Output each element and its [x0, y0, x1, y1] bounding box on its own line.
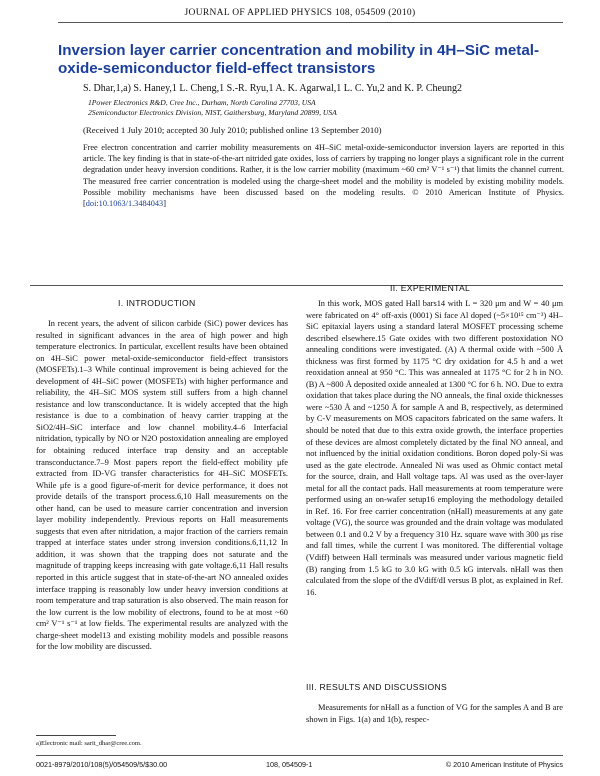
- introduction-column: [36, 318, 288, 653]
- section-heading-results: III. RESULTS AND DISCUSSIONS: [306, 682, 447, 692]
- experimental-column: [306, 298, 563, 598]
- header-rule: [58, 22, 563, 23]
- footnote: a)Electronic mail: sarit_dhar@cree.com.: [36, 740, 142, 747]
- affiliation-2: 2Semiconductor Electronics Division, NIST, Gaithersburg, Maryland 20899, USA: [88, 108, 337, 117]
- footer-page: 108, 054509-1: [266, 760, 313, 769]
- abstract-rule: [30, 285, 563, 286]
- paper-title: Inversion layer carrier concentration and mobility in 4H–SiC metal-oxide-semiconductor field-effect transistors: [58, 42, 540, 77]
- section-heading-experimental: II. EXPERIMENTAL: [390, 283, 471, 293]
- received-dates: (Received 1 July 2010; accepted 30 July 2010; published online 13 September 2010): [83, 125, 382, 135]
- section-heading-introduction: I. INTRODUCTION: [118, 298, 196, 308]
- abstract-text: Free electron concentration and carrier mobility measurements on 4H–SiC metal-oxide-semiconductor inversion layers are reported in this article. The key finding is that in state-of-the-art nitrided gate oxides, loss of carriers by trapping no longer plays a significant role in the current degradation under heavy inversion conditions. Rather, it is the low carrier mobility (maximum ~60 cm² V⁻¹ s⁻¹) that limits the channel current. The measured free carrier concentration is modeled using the charge-sheet model and the mobility is modeled by existing mobility models. Possible mobility mechanisms have been discussed based on the modeling results. © 2010 American Institute of Physics. [: [83, 143, 564, 209]
- introduction-paragraph: In recent years, the advent of silicon carbide (SiC) power devices has resulted in significant advances in the area of high power and high temperature electronics. In particular, excellent results have been obtained on 4H–SiC power metal-oxide-semiconductor field-effect transistors (MOSFETs).1–3 While continual improvement is being achieved for the development of 4H–SiC power (MOSFETs) with higher performance and reliability, the 4H–SiC MOS system still suffers from a high channel resistance and low transconductance. It is widely accepted that the high resistance is due to a combination of heavy carrier trapping at the SiO2/4H–SiC interface and low channel mobility.4–6 Interfacial nitridation, typically by NO or N2O postoxidation annealing are employed for obtaining reduced interface trap density and an acceptable transconductance.7–9 Most papers report the field-effect mobility μfe extracted from ID-VG transfer characteristics for 4H–SiC MOSFETs. While μfe is a good figure-of-merit for device performance, it does not provide details of the transport process.6,10 Hall measurements on the other hand, can be used to measure carrier concentration and inversion layer mobility independently. Previous reports on Hall measurements suggests that even after nitridation, a major fraction of the carriers remain trapped at interface states under strong inversion conditions.6,11,12 In addition, it was shown that the trapping does not saturate and the magnitude of trapping keeps increasing with gate voltage.6,11 Hall results reported in this article suggest that in state-of-the-art NO annealed oxides interface trapping is reasonably low under heavy inversion conditions at room temperature and trap saturation is also observed. The main reason for the low current is the low mobility of electrons, found to be at most ~60 cm² V⁻¹ s⁻¹ at low fields. The experimental results are analyzed with the charge-sheet model13 and existing mobility models and possible reasons for the low mobility are discussed.: [36, 319, 288, 652]
- results-column: [306, 702, 563, 725]
- footnote-rule: [36, 735, 116, 736]
- results-paragraph: Measurements for nHall as a function of VG for the samples A and B are shown in Figs. 1(a) and 1(b), respec-: [306, 703, 563, 724]
- doi-link[interactable]: doi:10.1063/1.3484043: [85, 199, 164, 209]
- experimental-paragraph: In this work, MOS gated Hall bars14 with L = 320 μm and W = 40 μm were fabricated on 4° off-axis (0001) Si face Al doped (~5×10¹⁵ cm⁻³) 4H–SiC epitaxial layers using a standard lateral MOSFET processing scheme described elsewhere.15 Gate oxides with two different postoxidation NO annealing conditions were investigated. (A) A thermal oxide with ~500 Å thickness was first formed by 1175 °C dry oxidation for 4.5 h and a wet reoxidation anneal at 950 °C. This was annealed at 1175 °C for 2 h in NO. (B) A ~800 Å deposited oxide annealed at 1300 °C for 6 h. NO. Due to extra oxidation that takes place during the NO anneals, the final oxide thicknesses were ~530 Å and ~1250 Å for sample A and B, respectively, as determined by C-V measurements on MOS capacitors fabricated on the same wafers. It should be noted that due to this extra oxide growth, the interface properties of these devices are almost completely dictated by the final NO anneal, and not influenced by the initial oxidation conditions. Boron doped poly-Si was used as the gate electrode. Annealed Ni was used as Ohmic contact metal for the source, drain, and Hall voltage taps. Al was used as the over-layer metal for all the contact pads. Hall measurements at room temperature were performed using an on-wafer setup16 employing the methodology detailed in Ref. 16. For free carrier concentration (nHall) measurements at any gate voltage (VG), the source was grounded and the drain voltage was modulated between 0.1 and 0.2 V by a frequency 310 Hz. square wave with 300 μs rise and fall times, while the current I was monitored. The differential voltage (Vdiff) between Hall terminals was measured under various magnetic field (B) ranging from 1.5 kG to 3.0 kG with 0.5 kG intervals. nHall was then calculated from the slope of the dVdiff/dI versus B plot, as explained in Ref. 16.: [306, 299, 563, 597]
- footer-issn: 0021-8979/2010/108(5)/054509/5/$30.00: [36, 760, 168, 769]
- journal-header: JOURNAL OF APPLIED PHYSICS 108, 054509 (2010): [184, 8, 416, 18]
- author-list: S. Dhar,1,a) S. Haney,1 L. Cheng,1 S.-R. Ryu,1 A. K. Agarwal,1 L. C. Yu,2 and K. P. Cheung2: [83, 83, 462, 94]
- footer-copyright: © 2010 American Institute of Physics: [445, 760, 563, 769]
- footer-rule: [36, 755, 563, 756]
- abstract: [83, 142, 564, 209]
- abstract-end: ]: [163, 199, 166, 209]
- affiliation-1: 1Power Electronics R&D, Cree Inc., Durham, North Carolina 27703, USA: [88, 98, 316, 107]
